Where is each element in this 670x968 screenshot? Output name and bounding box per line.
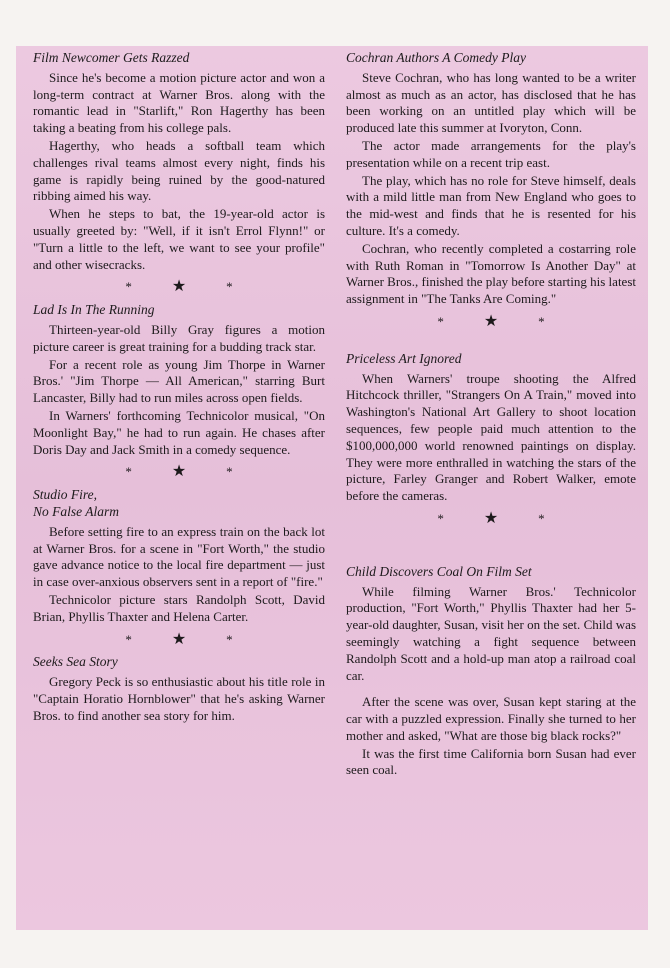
paragraph: Technicolor picture stars Randolph Scott, David Brian, Phyllis Thaxter and Helena Carter. — [33, 591, 325, 624]
paragraph: Steve Cochran, who has long wanted to be a writer almost as much as an actor, has disclosed that he has been working on an untitled play which will be produced late this summer at Ivoryton, Conn. — [346, 69, 636, 136]
spacer — [346, 534, 636, 560]
star-icon: ★ — [171, 463, 187, 481]
headline-studio-fire-1: Studio Fire, — [33, 487, 97, 503]
star-icon: * — [538, 510, 545, 526]
left-column — [33, 46, 325, 725]
star-separator — [346, 511, 636, 528]
right-column — [346, 46, 636, 780]
paragraph: For a recent role as young Jim Thorpe in Warner Bros.' "Jim Thorpe — All American," starring Burt Lancaster, Billy had to run miles across open fields. — [33, 356, 325, 406]
star-icon: ★ — [483, 509, 499, 527]
star-icon: * — [226, 279, 233, 295]
paragraph: When he steps to bat, the 19-year-old actor is usually greeted by: "Well, if it isn't Errol Flynn!" or "Turn a little to the left, we want to see your profile" and other wisecracks. — [33, 206, 325, 272]
star-icon: * — [538, 313, 545, 329]
star-icon: * — [437, 313, 444, 329]
star-separator — [33, 632, 325, 649]
paragraph: In Warners' forthcoming Technicolor musical, "On Moonlight Bay," he had to run again. He chases after Doris Day and Jack Smith in a comedy sequence. — [33, 407, 325, 457]
star-icon: ★ — [171, 278, 187, 296]
star-icon: * — [125, 631, 132, 647]
headline-priceless-art: Priceless Art Ignored — [346, 350, 462, 366]
paragraph: After the scene was over, Susan kept staring at the car with a puzzled expression. Finally she turned to her mother and asked, "What are those big black rocks?" — [346, 694, 636, 743]
headline-film-newcomer: Film Newcomer Gets Razzed — [33, 50, 190, 65]
star-separator — [346, 314, 636, 331]
paragraph: When Warners' troupe shooting the Alfred Hitchcock thriller, "Strangers On A Train," moved into Washington's National Art Gallery to shoot location sequences, few people paid much attention to the $100,000,000 world renowned paintings on display. They were more enthralled in watching the stars of the picture, Farley Granger and Robert Walker, emote before the cameras. — [346, 370, 636, 504]
star-separator — [33, 279, 325, 296]
paragraph: Thirteen-year-old Billy Gray figures a motion picture career is great training for a budding track star. — [33, 321, 325, 354]
headline-seeks-sea-story: Seeks Sea Story — [33, 654, 118, 670]
star-icon: * — [437, 510, 444, 526]
headline-lad-running: Lad Is In The Running — [33, 302, 155, 318]
paragraph: The play, which has no role for Steve himself, deals with a mild little man from New England who goes to the mid-west and finds that he is resented for his culture. It's a comedy. — [346, 172, 636, 238]
spacer — [346, 337, 636, 347]
headline-child-coal: Child Discovers Coal On Film Set — [346, 563, 532, 579]
star-icon: * — [226, 631, 233, 647]
star-icon: ★ — [483, 312, 499, 330]
paragraph: The actor made arrangements for the play's presentation while on a recent trip east. — [346, 137, 636, 170]
paragraph: Cochran, who recently completed a costarring role with Ruth Roman in "Tomorrow Is Another Day" at Warner Bros., finished the play before starting his latest assignment in "The Tanks Are Coming." — [346, 240, 636, 307]
paragraph: Since he's become a motion picture actor and won a long-term contract at Warner Bros. along with the romantic lead in "Starlift," Ron Hagerthy has been taking a beating from his college pals. — [33, 69, 325, 136]
star-icon: * — [226, 464, 233, 480]
star-icon: * — [125, 464, 132, 480]
star-icon: ★ — [171, 630, 187, 648]
paragraph: Gregory Peck is so enthusiastic about his title role in "Captain Horatio Hornblower" that he's asking Warner Bros. to find another sea story for him. — [33, 674, 325, 723]
star-icon: * — [125, 279, 132, 295]
star-separator — [33, 464, 325, 481]
paragraph: It was the first time California born Susan had ever seen coal. — [346, 745, 636, 778]
paragraph: While filming Warner Bros.' Technicolor production, "Fort Worth," Phyllis Thaxter had her 5-year-old daughter, Susan, visit her on the set. Child was seemingly watching a fight sequence between Randolph Scott and a hold-up man atop a railroad coal car. — [346, 583, 636, 683]
headline-cochran: Cochran Authors A Comedy Play — [346, 50, 526, 65]
headline-studio-fire-2: No False Alarm — [33, 503, 120, 519]
paragraph: Hagerthy, who heads a softball team which challenges rival teams almost every night, finds his game is rapidly being ruined by the good-natured ribbing aimed his way. — [33, 137, 325, 204]
paragraph: Before setting fire to an express train on the back lot at Warner Bros. for a scene in "Fort Worth," the studio gave advance notice to the local fire department — just in case over-anxious observers sent in a report of "fire." — [33, 523, 325, 590]
